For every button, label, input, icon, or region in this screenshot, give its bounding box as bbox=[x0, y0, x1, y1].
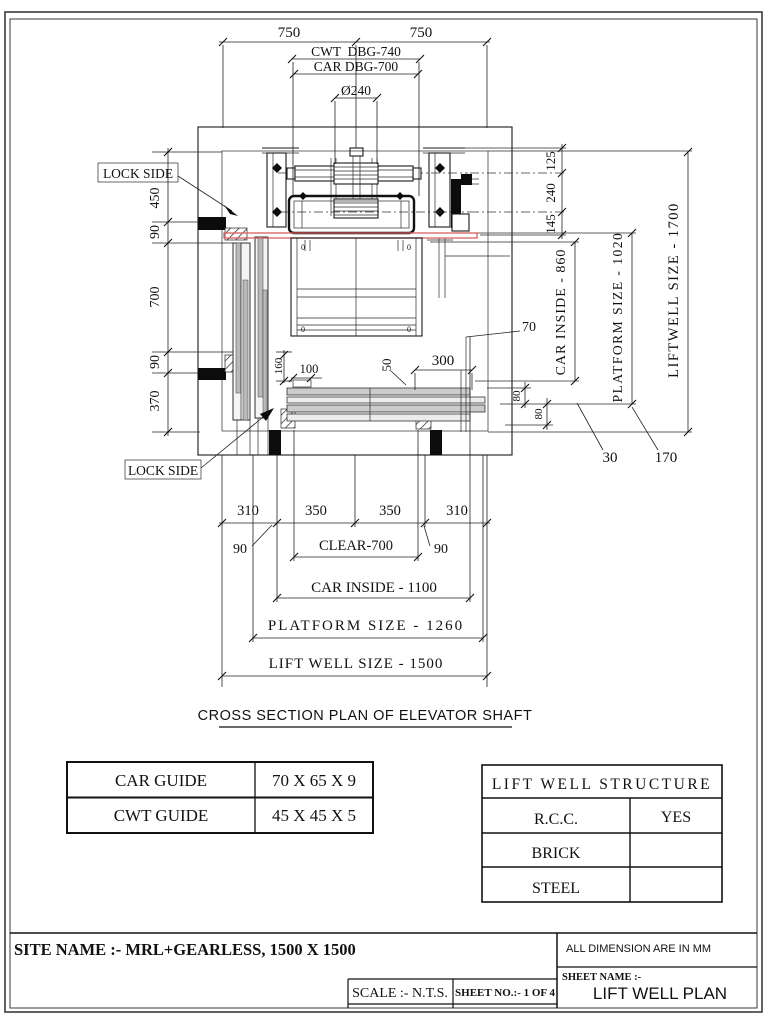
arrowhead-icon bbox=[224, 205, 238, 216]
dim-370: 370 bbox=[148, 390, 163, 412]
dim-350b: 350 bbox=[379, 503, 401, 519]
dim-liftwell-1500: LIFT WELL SIZE - 1500 bbox=[268, 656, 444, 672]
sheet-name: LIFT WELL PLAN bbox=[592, 984, 728, 1003]
dim-90a: 90 bbox=[148, 225, 163, 239]
wall-segment bbox=[198, 368, 226, 380]
machine-assembly bbox=[262, 148, 510, 298]
guide-row-value: 45 X 45 X 5 bbox=[271, 806, 357, 825]
sheet-name-label: SHEET NAME :- bbox=[562, 972, 642, 983]
lock-side-label-top: LOCK SIDE bbox=[102, 166, 174, 181]
dim-80a: 80 bbox=[511, 390, 523, 402]
dim-125: 125 bbox=[543, 151, 558, 171]
guide-row-label: CAR GUIDE bbox=[114, 771, 208, 790]
dim-80b: 80 bbox=[533, 408, 545, 420]
dimension-note: ALL DIMENSION ARE IN MM bbox=[566, 943, 712, 955]
dim-cwt-dbg: CWT DBG-740 bbox=[311, 44, 401, 59]
drawing-caption: CROSS SECTION PLAN OF ELEVATOR SHAFT bbox=[197, 708, 533, 724]
dim-450: 450 bbox=[148, 187, 163, 209]
dim-platform-1020: PLATFORM SIZE - 1020 bbox=[610, 231, 625, 403]
dim-50: 50 bbox=[379, 358, 394, 372]
car-cabin bbox=[291, 238, 422, 336]
dim-170: 170 bbox=[654, 450, 678, 466]
dim-30: 30 bbox=[602, 450, 618, 466]
dim-90-right: 90 bbox=[434, 542, 448, 557]
site-name: SITE NAME :- MRL+GEARLESS, 1500 X 1500 bbox=[14, 940, 356, 959]
dim-750-right: 750 bbox=[409, 25, 433, 41]
guide-table bbox=[67, 762, 373, 833]
cross-section-plan bbox=[98, 25, 692, 727]
title-block bbox=[10, 933, 757, 1008]
bolt-icon bbox=[396, 192, 404, 200]
dim-clear-700: CLEAR-700 bbox=[318, 538, 394, 554]
dim-platform-1260: PLATFORM SIZE - 1260 bbox=[267, 618, 465, 634]
dim-240: 240 bbox=[543, 183, 558, 203]
scale-label: SCALE :- N.T.S. bbox=[352, 986, 448, 1001]
structure-row-value: YES bbox=[660, 809, 692, 826]
dimension-texts bbox=[148, 25, 682, 672]
structure-row-label: R.C.C. bbox=[533, 811, 579, 828]
door-panels bbox=[287, 337, 485, 432]
zero-mark: 0 bbox=[407, 325, 411, 334]
dim-145: 145 bbox=[543, 214, 558, 234]
dim-car-inside-860: CAR INSIDE - 860 bbox=[554, 248, 569, 376]
dim-90-left: 90 bbox=[233, 542, 247, 557]
structure-table-title: LIFT WELL STRUCTURE bbox=[491, 776, 713, 793]
structure-row-label: STEEL bbox=[532, 880, 580, 897]
zero-mark: 0 bbox=[407, 243, 411, 252]
dim-310b: 310 bbox=[446, 503, 468, 519]
lock-side-label-bottom: LOCK SIDE bbox=[127, 463, 199, 478]
dim-70: 70 bbox=[522, 320, 536, 335]
door-jamb bbox=[269, 430, 281, 455]
zero-mark: 0 bbox=[301, 243, 305, 252]
sheave bbox=[334, 163, 378, 184]
dim-750-left: 750 bbox=[277, 25, 301, 41]
dim-700: 700 bbox=[148, 286, 163, 308]
structure-table bbox=[482, 765, 722, 902]
dim-liftwell-1700: LIFTWELL SIZE - 1700 bbox=[666, 202, 682, 378]
dim-160: 160 bbox=[273, 357, 285, 375]
dim-100: 100 bbox=[299, 362, 319, 376]
dim-car-dbg: CAR DBG-700 bbox=[313, 59, 399, 74]
dim-300: 300 bbox=[431, 353, 455, 369]
guide-row-value: 70 X 65 X 9 bbox=[271, 771, 357, 790]
dim-310a: 310 bbox=[237, 503, 259, 519]
structure-row-label: BRICK bbox=[531, 845, 581, 862]
dim-90b: 90 bbox=[148, 355, 163, 369]
bolt-icon bbox=[299, 192, 307, 200]
wall-segment bbox=[198, 217, 226, 230]
left-guide-rail bbox=[233, 237, 268, 455]
dim-350a: 350 bbox=[305, 503, 327, 519]
dim-rope-dia: Ø240 bbox=[341, 83, 371, 98]
zero-mark: 0 bbox=[301, 325, 305, 334]
dim-car-inside-1100: CAR INSIDE - 1100 bbox=[311, 580, 437, 596]
sheet-no-label: SHEET NO.:- 1 OF 4 bbox=[455, 987, 555, 999]
guide-row-label: CWT GUIDE bbox=[113, 806, 209, 825]
door-jamb bbox=[430, 430, 442, 455]
